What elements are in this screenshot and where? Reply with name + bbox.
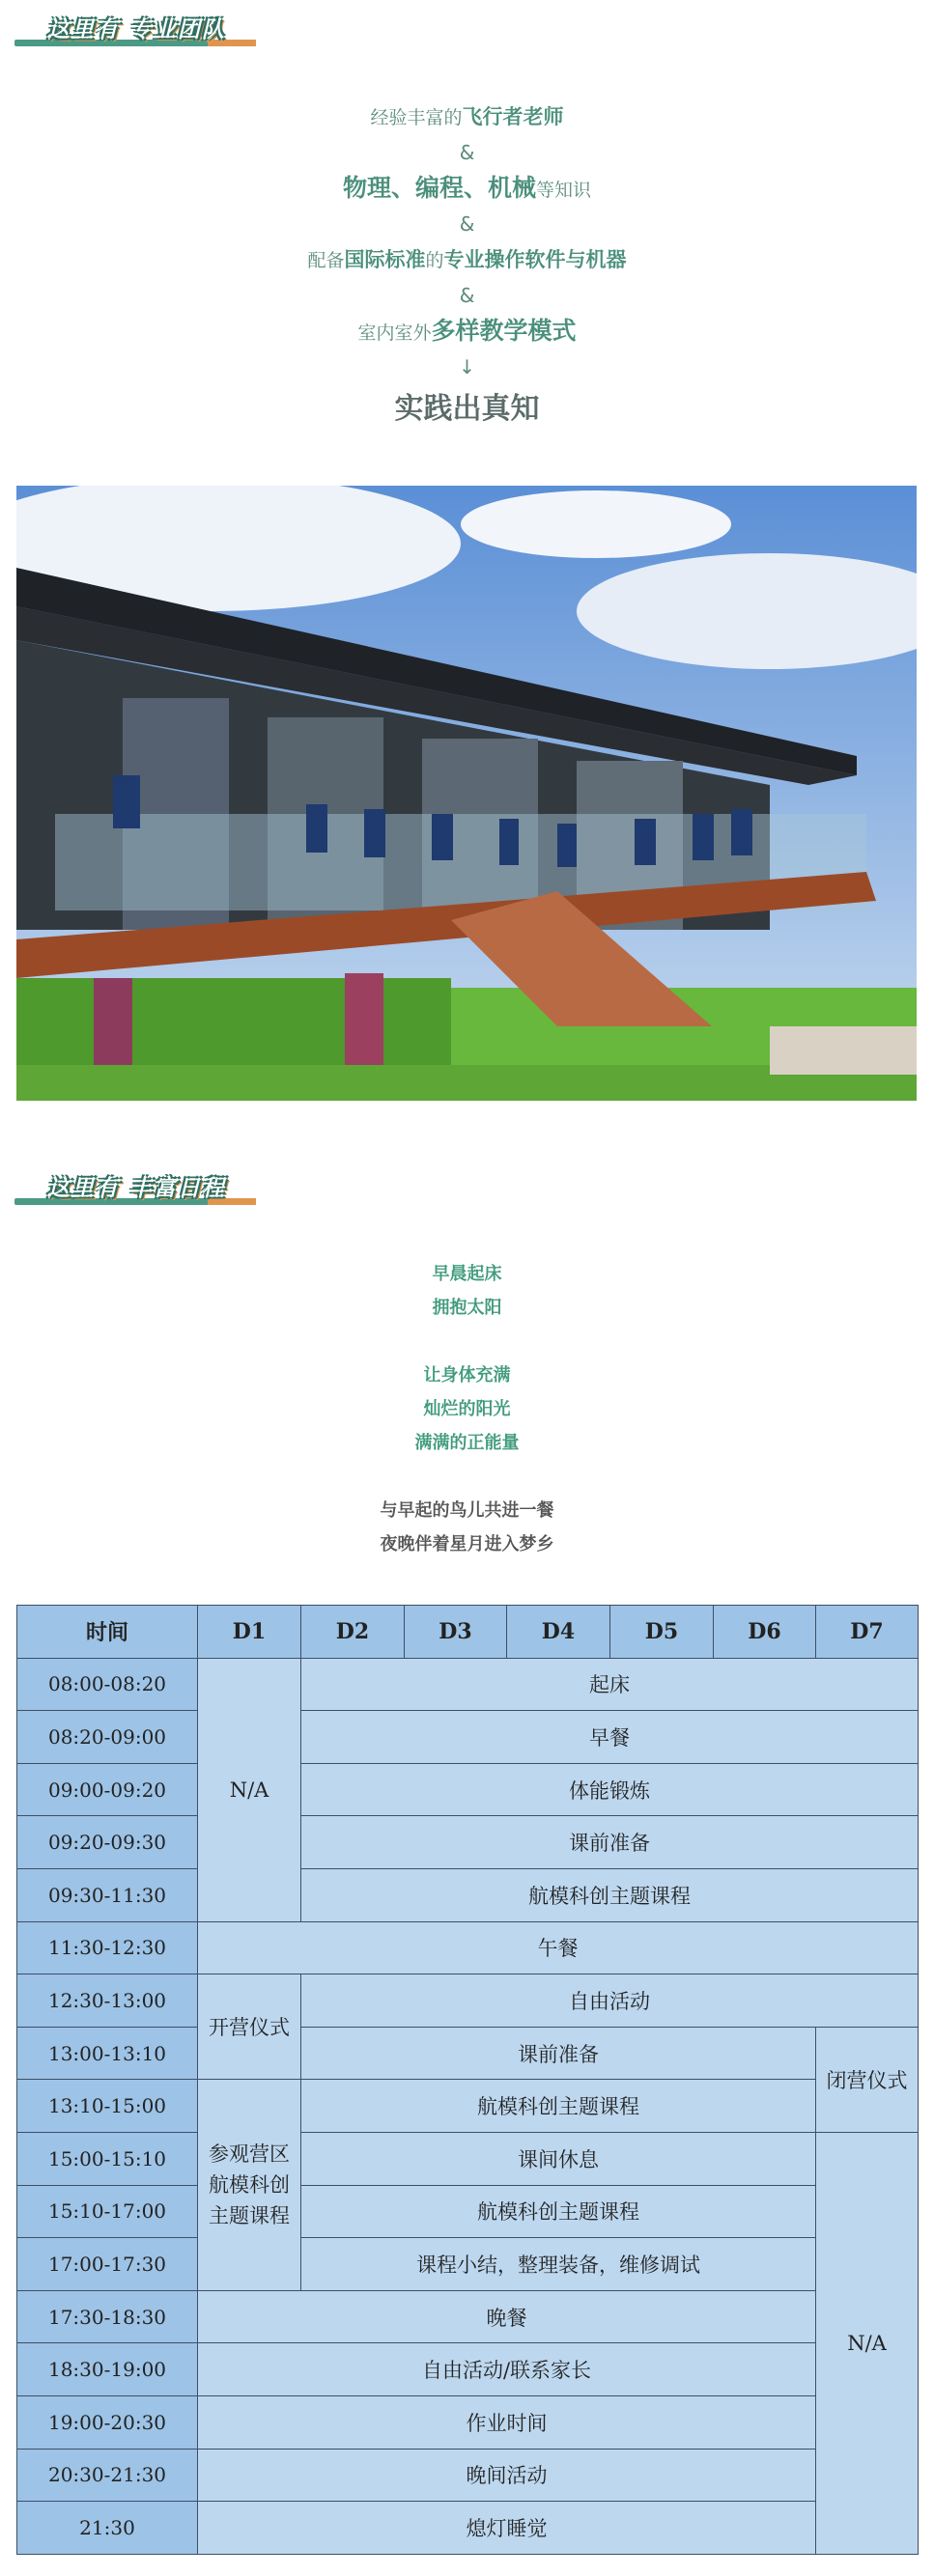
table-row	[17, 1974, 919, 2028]
arrow-down: ↓	[459, 355, 475, 378]
activity-cell: 熄灯睡觉	[198, 2502, 816, 2555]
activity-cell: 航模科创主题课程	[301, 1868, 919, 1921]
schedule-line: 让身体充满	[423, 1365, 511, 1386]
table-row	[17, 2449, 919, 2502]
schedule-line: 灿烂的阳光	[423, 1399, 511, 1419]
activity-cell: 晚餐	[198, 2290, 816, 2343]
activity-cell: 课前准备	[301, 2027, 816, 2080]
time-cell: 15:00-15:10	[17, 2132, 198, 2185]
header-day: D5	[610, 1606, 714, 1659]
time-cell: 12:30-13:00	[17, 1974, 198, 2028]
time-cell: 08:20-09:00	[17, 1711, 198, 1764]
table-row	[17, 2185, 919, 2238]
schedule-line: 早晨起床	[432, 1264, 502, 1284]
schedule-line: 拥抱太阳	[432, 1298, 502, 1318]
header-day: D1	[198, 1606, 301, 1659]
section-title: 这里有 专业团队	[47, 17, 227, 42]
time-cell: 18:30-19:00	[17, 2343, 198, 2396]
activity-cell: 航模科创主题课程	[301, 2185, 816, 2238]
activity-cell: 起床	[301, 1658, 919, 1711]
schedule-intro-text	[0, 1257, 934, 1561]
table-row	[17, 2502, 919, 2555]
visit-cell-text: 参观营区 航模科创 主题课程	[209, 2142, 290, 2228]
time-cell: 13:00-13:10	[17, 2027, 198, 2080]
time-cell: 20:30-21:30	[17, 2449, 198, 2502]
time-cell: 09:00-09:20	[17, 1763, 198, 1816]
intro-line-3: 配备国际标准的专业操作软件与机器	[307, 248, 627, 271]
activity-cell: 自由活动/联系家长	[198, 2343, 816, 2396]
header-day: D6	[714, 1606, 816, 1659]
time-cell: 17:30-18:30	[17, 2290, 198, 2343]
activity-cell: 早餐	[301, 1711, 919, 1764]
activity-cell: 午餐	[198, 1921, 919, 1974]
table-row	[17, 2395, 919, 2449]
time-cell: 08:00-08:20	[17, 1658, 198, 1711]
activity-cell: 自由活动	[301, 1974, 919, 2028]
intro-tagline: 实践出真知	[394, 392, 540, 426]
time-cell: 17:00-17:30	[17, 2238, 198, 2291]
intro-line-1: 经验丰富的飞行者老师	[370, 105, 564, 128]
table-row	[17, 1816, 919, 1869]
activity-cell: 体能锻炼	[301, 1763, 919, 1816]
intro-text	[0, 99, 934, 434]
activity-cell: 课程小结，整理装备，维修调试	[301, 2238, 816, 2291]
header-day: D7	[816, 1606, 919, 1659]
table-header-row	[17, 1606, 919, 1659]
table-row	[17, 2238, 919, 2291]
team-photo	[16, 486, 917, 1101]
ampersand: &	[459, 212, 475, 236]
activity-cell: 课前准备	[301, 1816, 919, 1869]
table-row	[17, 1658, 919, 1711]
ampersand: &	[459, 141, 475, 164]
time-cell: 09:30-11:30	[17, 1868, 198, 1921]
activity-cell: 课间休息	[301, 2132, 816, 2185]
time-cell: 19:00-20:30	[17, 2395, 198, 2449]
table-row	[17, 2343, 919, 2396]
schedule-line: 夜晚伴着星月进入梦乡	[380, 1534, 554, 1554]
time-cell: 11:30-12:30	[17, 1921, 198, 1974]
time-cell: 13:10-15:00	[17, 2080, 198, 2133]
table-row	[17, 2290, 919, 2343]
table-row	[17, 1868, 919, 1921]
team-photo-illustration	[16, 486, 917, 1101]
header-day: D3	[405, 1606, 507, 1659]
table-row	[17, 2132, 919, 2185]
table-row	[17, 1763, 919, 1816]
ampersand: &	[459, 284, 475, 307]
schedule-line: 满满的正能量	[414, 1433, 520, 1453]
section-title: 这里有 丰富日程	[47, 1176, 227, 1201]
time-cell: 21:30	[17, 2502, 198, 2555]
visit-cell	[198, 2080, 301, 2290]
time-cell: 15:10-17:00	[17, 2185, 198, 2238]
schedule-table	[16, 1605, 919, 2555]
header-time: 时间	[17, 1606, 198, 1659]
closing-ceremony-cell: 闭营仪式	[816, 2027, 919, 2132]
section-heading-schedule	[14, 1170, 266, 1207]
schedule-line: 与早起的鸟儿共进一餐	[380, 1500, 554, 1521]
intro-line-2: 物理、编程、机械等知识	[342, 174, 592, 202]
activity-cell: 晚间活动	[198, 2449, 816, 2502]
table-row	[17, 1711, 919, 1764]
table-row	[17, 1921, 919, 1974]
d7-na-cell: N/A	[816, 2132, 919, 2554]
time-cell: 09:20-09:30	[17, 1816, 198, 1869]
activity-cell: 航模科创主题课程	[301, 2080, 816, 2133]
d1-na-cell: N/A	[198, 1658, 301, 1921]
opening-ceremony-cell: 开营仪式	[198, 1974, 301, 2080]
table-row	[17, 2027, 919, 2080]
header-day: D2	[301, 1606, 405, 1659]
activity-cell: 作业时间	[198, 2395, 816, 2449]
section-heading-team	[14, 12, 266, 48]
table-row	[17, 2080, 919, 2133]
header-day: D4	[507, 1606, 610, 1659]
intro-line-4: 室内室外多样教学模式	[357, 317, 577, 345]
